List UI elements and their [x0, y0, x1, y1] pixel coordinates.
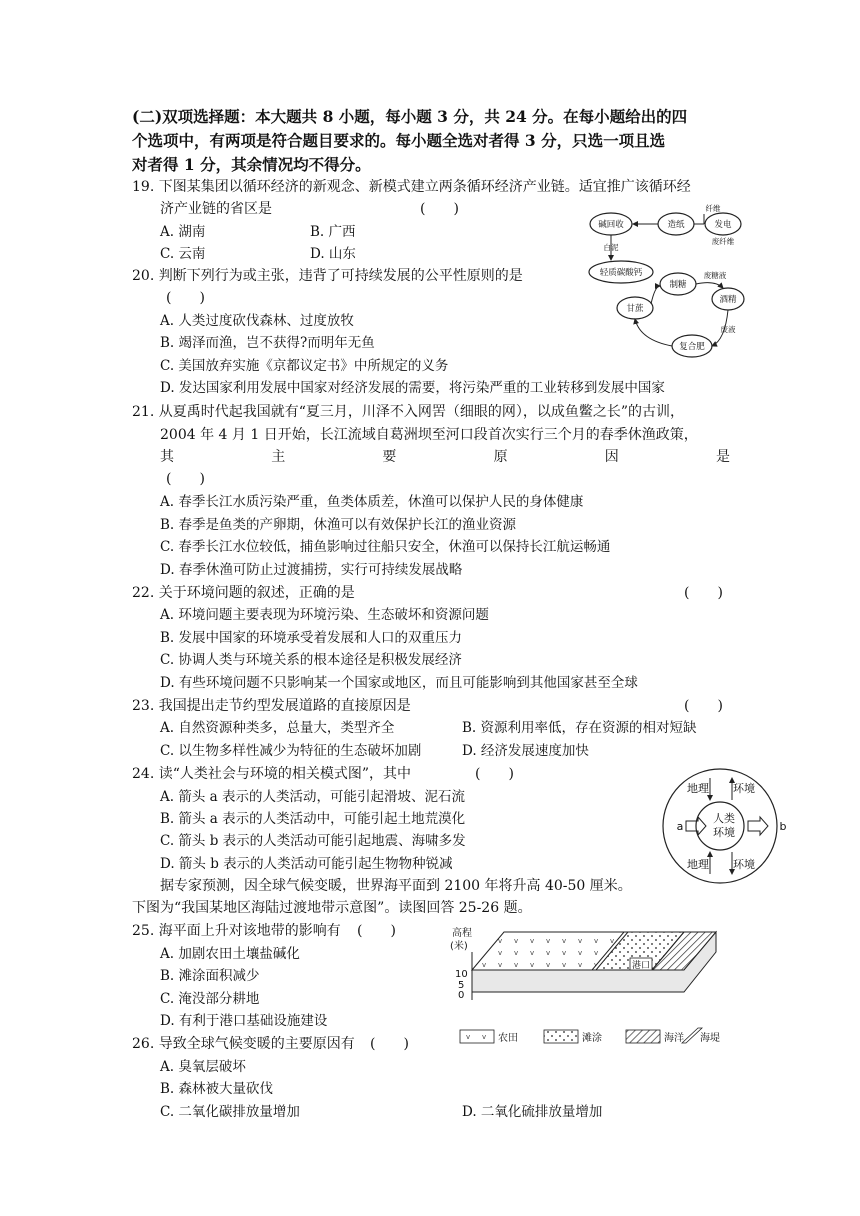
label-renlei: 人类	[713, 812, 735, 825]
edge-feitangye: 废糖液	[703, 271, 727, 280]
q26-option-a: A. 臭氧层破坏	[160, 1059, 246, 1075]
q24-option-b: B. 箭头 a 表示的人类活动中，可能引起土地荒漠化	[160, 811, 466, 827]
q22-option-c: C. 协调人类与环境关系的根本途径是积极发展经济	[160, 652, 462, 668]
q24-option-a: A. 箭头 a 表示的人类活动，可能引起滑坡、泥石流	[160, 789, 465, 805]
q19-option-a: A. 湖南	[160, 224, 206, 240]
y-tick-5: 5	[458, 980, 465, 991]
q26-option-b: B. 森林被大量砍伐	[160, 1081, 274, 1097]
q20-answer-paren: ( )	[166, 290, 205, 306]
label-huanjing-bottom: 环境	[733, 858, 755, 871]
q26-answer-paren: ( )	[370, 1036, 409, 1052]
label-dili-top: 地理	[687, 782, 709, 795]
q23-option-b: B. 资源利用率低，存在资源的相对短缺	[462, 720, 697, 736]
node-fuhefei: 复合肥	[679, 342, 705, 352]
y-axis-label-1: 高程	[452, 928, 472, 939]
port-label: 港口	[632, 961, 651, 971]
y-tick-0: 0	[458, 990, 465, 1001]
q22-option-a: A. 环境问题主要表现为环境污染、生态破坏和资源问题	[160, 607, 489, 623]
q21-option-c: C. 春季长江水位较低，捕鱼影响过往船只安全，休渔可以保持长江航运畅通	[160, 539, 611, 555]
q24-option-c: C. 箭头 b 表示的人类活动可能引起地震、海啸多发	[160, 833, 466, 849]
q26-option-c: C. 二氧化碳排放量增加	[160, 1104, 300, 1120]
node-jiujing: 酒精	[719, 295, 737, 305]
intro-line1: 据专家预测，因全球气候变暖，世界海平面到 2100 年将升高 40-50 厘米。	[160, 878, 632, 894]
q25-option-c: C. 淹没部分耕地	[160, 991, 260, 1007]
label-huanjing-center: 环境	[713, 826, 735, 839]
edge-xianwei: 纤维	[705, 204, 721, 213]
q26-stem: 26. 导致全球气候变暖的主要原因有	[132, 1036, 355, 1052]
q24-stem: 24. 读“人类社会与环境的相关模式图”，其中	[132, 766, 412, 782]
q23-option-c: C. 以生物多样性减少为特征的生态破坏加剧	[160, 743, 422, 759]
section-header-line2: 个选项中，有两项是符合题目要求的。每小题全选对者得 3 分，只选一项且选	[132, 131, 666, 150]
q24-answer-paren: ( )	[475, 766, 514, 782]
circular-economy-diagram	[585, 200, 745, 370]
q20-option-b: B. 竭泽而渔，岂不获得?而明年无鱼	[160, 335, 375, 351]
q24-option-d: D. 箭头 b 表示的人类活动可能引起生物物种锐减	[160, 856, 453, 872]
q25-option-d: D. 有利于港口基础设施建设	[160, 1013, 328, 1029]
q19-answer-paren: ( )	[420, 201, 459, 217]
coastal-zone-diagram	[446, 922, 726, 1052]
coastal-legend	[460, 1028, 720, 1044]
edge-baini: 白泥	[603, 243, 619, 252]
y-axis-label-2: (米)	[450, 941, 468, 952]
q19-option-b: B. 广西	[310, 224, 356, 240]
label-arrow-a: a	[676, 820, 684, 833]
q20-option-c: C. 美国放弃实施《京都议定书》中所规定的义务	[160, 358, 449, 374]
q20-option-d: D. 发达国家利用发展中国家对经济发展的需要，将污染严重的工业转移到发展中国家	[160, 380, 665, 396]
edge-feiye: 废液	[720, 325, 736, 334]
label-dili-bottom: 地理	[687, 858, 709, 871]
q21-option-b: B. 春季是鱼类的产卵期，休渔可以有效保护长江的渔业资源	[160, 517, 517, 533]
q19-option-d: D. 山东	[310, 246, 356, 262]
q25-answer-paren: ( )	[357, 923, 396, 939]
q25-stem: 25. 海平面上升对该地带的影响有	[132, 923, 341, 939]
node-carbonate: 轻质碳酸钙	[599, 268, 643, 278]
q21-answer-paren: ( )	[166, 471, 205, 487]
section-header-line1: (二)双项选择题：本大题共 8 小题，每小题 3 分，共 24 分。在每小题给出的四	[132, 107, 688, 126]
q25-option-b: B. 滩涂面积减少	[160, 968, 260, 984]
q22-option-b: B. 发展中国家的环境承受着发展和人口的双重压力	[160, 630, 463, 646]
node-fadian: 发电	[714, 220, 732, 230]
q21-stem-2: 2004 年 4 月 1 日开始，长江流域自葛洲坝至河口段首次实行三个月的春季休渔政策，	[160, 427, 698, 443]
q20-option-a: A. 人类过度砍伐森林、过度放牧	[160, 313, 354, 329]
node-zhitang: 制糖	[669, 280, 687, 290]
legend-mudflat: 滩涂	[582, 1033, 602, 1044]
edge-feixianwei: 废纤维	[711, 237, 735, 246]
q25-option-a: A. 加剧农田土壤盐碱化	[160, 946, 300, 962]
node-zaozhi: 造纸	[667, 220, 685, 230]
q22-stem: 22. 关于环境问题的叙述，正确的是	[132, 585, 355, 601]
q21-option-d: D. 春季休渔可防止过渡捕捞，实行可持续发展战略	[160, 562, 463, 578]
q19-stem: 19. 下图某集团以循环经济的新观念、新模式建立两条循环经济产业链。适宜推广该循环经	[132, 179, 691, 195]
q22-answer-paren: ( )	[684, 585, 723, 601]
q21-option-a: A. 春季长江水质污染严重，鱼类体质差，休渔可以保护人民的身体健康	[160, 494, 584, 510]
q21-stem-3: 其 主 要 原 因 是	[160, 449, 730, 465]
q26-option-d: D. 二氧化硫排放量增加	[462, 1104, 603, 1120]
legend-seawall: 海堤	[700, 1033, 720, 1044]
q23-answer-paren: ( )	[684, 698, 723, 714]
q23-stem: 23. 我国提出走节约型发展道路的直接原因是	[132, 698, 411, 714]
legend-farmland: 农田	[498, 1033, 518, 1044]
node-ganzhe: 甘蔗	[626, 304, 644, 314]
legend-ocean: 海洋	[664, 1033, 684, 1044]
q21-stem: 21. 从夏禹时代起我国就有“夏三月，川泽不入网罟（细眼的网），以成鱼鳖之长”的古训，	[132, 404, 685, 420]
y-tick-10: 10	[455, 969, 468, 980]
node-jian-huishou: 碱回收	[598, 220, 624, 230]
q19-option-c: C. 云南	[160, 246, 206, 262]
q19-stem-2: 济产业链的省区是	[160, 201, 272, 217]
q22-option-d: D. 有些环境问题不只影响某一个国家或地区，而且可能影响到其他国家甚至全球	[160, 675, 638, 691]
label-arrow-b: b	[779, 820, 787, 833]
label-huanjing-top: 环境	[733, 782, 755, 795]
q20-stem: 20. 判断下列行为或主张，违背了可持续发展的公平性原则的是	[132, 268, 523, 284]
q23-option-a: A. 自然资源种类多，总量大，类型齐全	[160, 720, 395, 736]
section-header-line3: 对者得 1 分，其余情况均不得分。	[132, 155, 371, 174]
intro-line2: 下图为“我国某地区海陆过渡地带示意图”。读图回答 25-26 题。	[132, 900, 532, 916]
q23-option-d: D. 经济发展速度加快	[462, 743, 589, 759]
human-environment-diagram	[658, 768, 798, 890]
